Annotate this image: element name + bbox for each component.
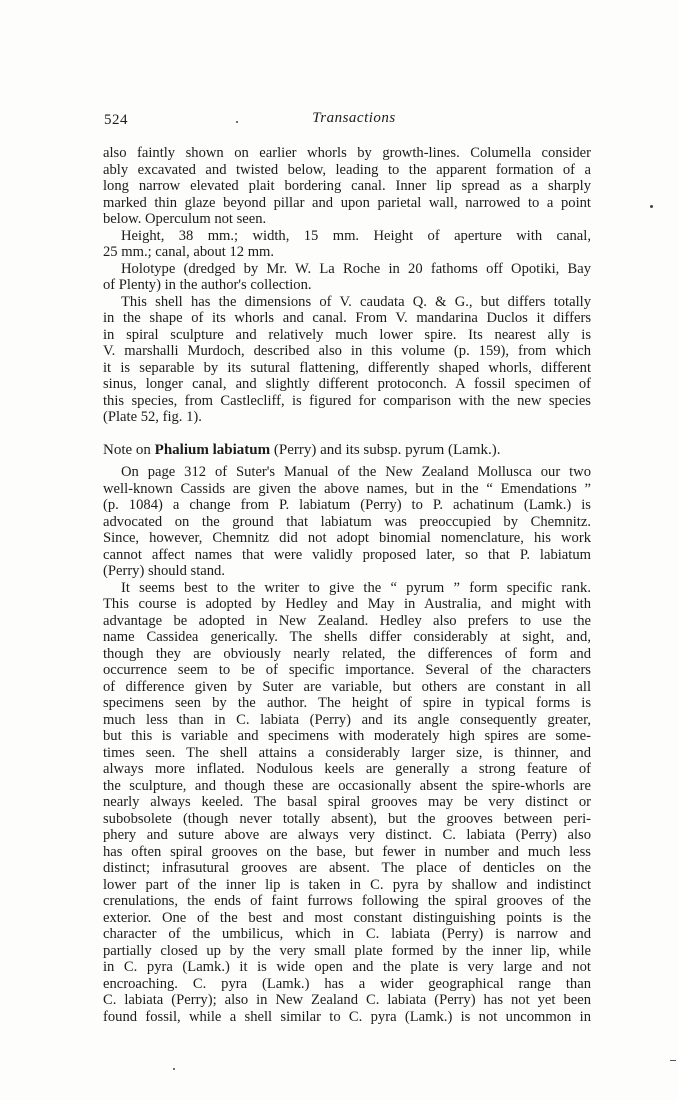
text-line: C. labiata (Perry); also in New Zealand C. labiata (Perry) has not yet been (103, 992, 591, 1008)
text-line: character of the umbilicus, which in C. labiata (Perry) is narrow and (103, 926, 591, 942)
text-line: Since, however, Chemnitz did not adopt binomial nomenclature, his work (103, 530, 591, 546)
text-line: encroaching. C. pyra (Lamk.) has a wider geographical range than (103, 975, 591, 992)
text-line: times seen. The shell attains a considerably larger size, is thinner, and (103, 744, 591, 761)
paragraph-ranking (103, 580, 591, 1026)
scan-speck (650, 205, 653, 208)
text-line: always more inflated. Nodulous keels are generally a strong feature of (103, 761, 591, 777)
paragraph-holotype (103, 261, 591, 294)
body-text (103, 145, 591, 1025)
paragraph-description (103, 145, 591, 228)
scan-speck (236, 121, 238, 123)
scan-speck (173, 1068, 175, 1070)
text-line: found fossil, while a shell similar to C. pyra (Lamk.) is not uncommon in (103, 1008, 591, 1025)
text-line: This shell has the dimensions of V. caudata Q. & G., but differs totally (121, 293, 591, 310)
text-line: occurrence seem to be of specific importance. Several of the characters (103, 662, 591, 678)
text-line: well-known Cassids are given the above names, but in the “ Emendations ” (103, 480, 591, 497)
running-head: Transactions (312, 110, 396, 126)
text-line: this species, from Castlecliff, is figured for comparison with the new species (103, 392, 591, 409)
heading-species-name: Phalium labiatum (154, 441, 271, 458)
text-line: crenulations, the ends of faint furrows following the spiral grooves of the (103, 893, 591, 909)
text-line: On page 312 of Suter's Manual of the New Zealand Mollusca our two (121, 464, 591, 480)
text-line: exterior. One of the best and most constant distinguishing points is the (103, 909, 591, 926)
text-line: Holotype (dredged by Mr. W. La Roche in 20 fathoms off Opotiki, Bay (121, 260, 591, 277)
text-line: (Plate 52, fig. 1). (103, 409, 202, 425)
page-number: 524 (104, 112, 128, 128)
text-line: of difference given by Suter are variable, but others are constant in all (103, 678, 591, 695)
text-line: subobsolete (though never totally absent), but the grooves between peri- (103, 810, 591, 827)
text-line: but this is variable and specimens with moderately high spires are some- (103, 728, 591, 744)
scan-speck (670, 1060, 676, 1061)
text-line: sinus, longer canal, and slightly different protoconch. A fossil specimen of (103, 376, 591, 392)
text-line: distinct; infrasutural grooves are absent. The place of denticles on the (103, 860, 591, 876)
text-line: (Perry) should stand. (103, 563, 226, 579)
text-line: It seems best to the writer to give the “ pyrum ” form specific rank. (121, 579, 591, 596)
section-heading (103, 442, 591, 459)
text-line: advantage be adopted in New Zealand. Hedley also prefers to use the (103, 612, 591, 629)
text-line: V. marshalli Murdoch, described also in this volume (p. 159), from which (103, 343, 591, 359)
text-line: advocated on the ground that labiatum was preoccupied by Chemnitz. (103, 513, 591, 530)
text-line: has often spiral grooves on the base, but fewer in number and much less (103, 843, 591, 860)
text-line: specimens seen by the author. The height of spire in typical forms is (103, 695, 591, 711)
text-line: in C. pyra (Lamk.) it is wide open and the plate is very large and not (103, 959, 591, 975)
text-line: name Cassidea generically. The shells differ considerably at sight, and, (103, 629, 591, 645)
text-line: partially closed up by the very small plate formed by the inner lip, while (103, 942, 591, 959)
text-line: This course is adopted by Hedley and May in Australia, and might with (103, 596, 591, 612)
paragraph-comparison (103, 294, 591, 426)
paragraph-nomenclature (103, 464, 591, 580)
text-line: it is separable by its sutural flattening, differently shaped whorls, different (103, 359, 591, 376)
text-line: of Plenty) in the author's collection. (103, 277, 312, 293)
text-line: marked thin glaze beyond pillar and upon parietal wall, narrowed to a point (103, 194, 591, 211)
text-line: though they are obviously nearly related, the differences of form and (103, 645, 591, 662)
text-line: in spiral sculpture and relatively much lower spire. Its nearest ally is (103, 326, 591, 343)
text-line: nearly always keeled. The basal spiral grooves may be very distinct or (103, 794, 591, 810)
text-line: phery and suture above are always very distinct. C. labiata (Perry) also (103, 827, 591, 843)
text-line: also faintly shown on earlier whorls by growth-lines. Columella consider (103, 145, 591, 161)
text-line: cannot affect names that were validly proposed later, so that P. labiatum (103, 546, 591, 563)
text-line: 25 mm.; canal, about 12 mm. (103, 244, 275, 260)
text-line: below. Operculum not seen. (103, 211, 267, 227)
text-line: the sculpture, and though these are occasionally absent the spire-whorls are (103, 777, 591, 794)
text-line: long narrow elevated plait bordering canal. Inner lip spread as a sharply (103, 178, 591, 194)
text-line: ably excavated and twisted below, leading to the apparent formation of a (103, 161, 591, 178)
heading-prefix: Note on (103, 441, 151, 458)
text-line: much less than in C. labiata (Perry) and its angle consequently greater, (103, 711, 591, 728)
text-line: in the shape of its whorls and canal. From V. mandarina Duclos it differs (103, 310, 591, 326)
text-line: (p. 1084) a change from P. labiatum (Perry) to P. achatinum (Lamk.) is (103, 497, 591, 513)
text-line: lower part of the inner lip is taken in C. pyra by shallow and indistinct (103, 876, 591, 893)
heading-suffix: (Perry) and its subsp. pyrum (Lamk.). (273, 441, 501, 458)
paragraph-measurements (103, 228, 591, 261)
text-line: Height, 38 mm.; width, 15 mm. Height of aperture with canal, (121, 227, 591, 244)
